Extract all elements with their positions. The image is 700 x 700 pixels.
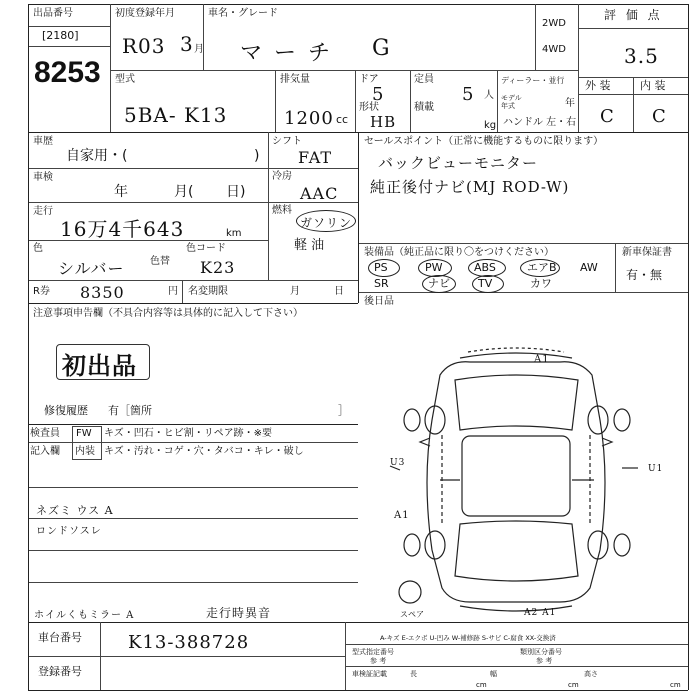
chassis-label: 車台番号 bbox=[38, 631, 82, 644]
lot-sub-number: [2180] bbox=[42, 29, 79, 42]
equip-aw: AW bbox=[580, 261, 598, 274]
color-label: 色 bbox=[33, 243, 43, 254]
lot-label: 出品番号 bbox=[33, 8, 73, 19]
inspection-label: 車検 bbox=[33, 172, 53, 183]
shape: HB bbox=[370, 113, 397, 131]
reg-era: R03 bbox=[122, 34, 166, 58]
repair-close: ］ bbox=[338, 404, 349, 417]
reg-month: 3 bbox=[180, 32, 194, 56]
capacity-label: 定員 bbox=[414, 74, 434, 85]
equipment-label: 装備品（純正品に限り〇をつけください） bbox=[364, 247, 554, 258]
reg-year-label: 初度登録年月 bbox=[115, 8, 175, 19]
equip-sr: SR bbox=[374, 277, 389, 290]
inspection-month: 月( bbox=[174, 184, 194, 200]
type-cert-ref: 参 考 bbox=[370, 657, 387, 665]
equip-leather: カワ bbox=[530, 277, 552, 290]
car-damage-diagram bbox=[360, 340, 685, 620]
diag-mark-u3: U3 bbox=[390, 458, 406, 468]
drive-4wd: 4WD bbox=[542, 44, 566, 55]
color-change-label: 色替 bbox=[150, 256, 170, 267]
shift-value: FAT bbox=[298, 148, 333, 167]
recycle-unit: 円 bbox=[168, 286, 178, 297]
color-value: シルバー bbox=[58, 259, 125, 278]
width-label: 幅 bbox=[490, 670, 497, 678]
equip-abs: ABS bbox=[474, 261, 496, 274]
equip-pw: PW bbox=[425, 261, 443, 274]
shift-label: シフト bbox=[272, 136, 302, 147]
diag-legend: A-キズ E-エクボ U-凹み W-補修跡 S-サビ C-腐食 XX-交換済 bbox=[380, 634, 556, 642]
inspector-interior-items: キズ・汚れ・コゲ・穴・タバコ・キレ・破し bbox=[104, 446, 304, 457]
inspector-fw-items: キズ・凹石・ヒビ割・リペア跡・※要 bbox=[104, 428, 272, 439]
handle-label: ハンドル 左・右 bbox=[503, 117, 577, 128]
sales-line-1: バックビューモニター bbox=[378, 154, 539, 172]
chassis-value: K13-388728 bbox=[128, 632, 250, 653]
model-code: 5BA- K13 bbox=[124, 103, 228, 127]
doors: 5 bbox=[372, 84, 385, 105]
load-unit: kg bbox=[484, 120, 497, 131]
exterior-grade: C bbox=[600, 106, 615, 127]
inspection-year: 年 bbox=[114, 184, 128, 200]
remark-3: ホイルくもミラー A bbox=[34, 610, 135, 621]
cm-unit-3: cm bbox=[670, 681, 681, 689]
diag-mark-a1-left: A1 bbox=[394, 510, 410, 521]
equip-airbag: エアB bbox=[527, 261, 557, 274]
remark-2: ロンドソスレ bbox=[36, 526, 102, 537]
ac-value: AAC bbox=[300, 184, 339, 203]
mileage-label: 走行 bbox=[33, 206, 53, 217]
displacement-label: 排気量 bbox=[280, 74, 310, 85]
inspector-label-2: 記入欄 bbox=[30, 446, 60, 457]
diag-mark-u1: U1 bbox=[648, 464, 664, 474]
remark-4: 走行時異音 bbox=[206, 606, 272, 620]
inspector-label-1: 検査員 bbox=[30, 428, 60, 439]
equip-ps: PS bbox=[374, 261, 388, 274]
cm-unit-1: cm bbox=[476, 681, 487, 689]
recycle-label: R券 bbox=[33, 286, 50, 297]
history-value: 自家用・( bbox=[66, 148, 128, 164]
length-label: 長 bbox=[410, 670, 417, 678]
sales-line-2: 純正後付ナビ(MJ ROD-W) bbox=[370, 178, 570, 196]
regno-label: 登録番号 bbox=[38, 665, 82, 678]
capacity-unit: 人 bbox=[484, 90, 494, 101]
exterior-label: 外 装 bbox=[585, 79, 611, 92]
inspector-fw: FW bbox=[76, 428, 92, 439]
class-label: 類別区分番号 bbox=[520, 648, 562, 656]
warranty-value: 有・無 bbox=[626, 268, 663, 282]
mileage-unit: km bbox=[226, 228, 242, 239]
car-label: 車名・グレード bbox=[208, 8, 278, 19]
fuel-gas: ガソリン bbox=[300, 216, 353, 230]
inspector-interior: 内装 bbox=[75, 446, 95, 457]
repair-value: 有［箇所 bbox=[108, 404, 152, 417]
car-name: マーチ bbox=[240, 41, 343, 66]
ac-label: 冷房 bbox=[272, 171, 292, 182]
warranty-label: 新車保証書 bbox=[622, 247, 672, 258]
fuel-gas-circle bbox=[296, 210, 356, 232]
remark-1: ネズミ ウス A bbox=[36, 504, 114, 517]
equip-tv: TV bbox=[478, 277, 493, 290]
interior-label: 内 装 bbox=[640, 79, 666, 92]
mileage-value: 16万4千643 bbox=[60, 217, 185, 241]
height-label: 高さ bbox=[584, 670, 598, 678]
score-label: 評 価 点 bbox=[604, 8, 663, 22]
capacity: 5 bbox=[462, 84, 475, 105]
inspection-day: 日) bbox=[226, 184, 246, 200]
history-close: ) bbox=[254, 148, 260, 164]
class-ref: 参 考 bbox=[536, 657, 553, 665]
diag-mark-front: A1 bbox=[534, 354, 550, 365]
color-code-value: K23 bbox=[200, 258, 236, 277]
diag-mark-rear: A2 A1 bbox=[524, 608, 557, 618]
reg-limit-label: 名変期限 bbox=[188, 286, 228, 297]
load-label: 積載 bbox=[414, 102, 434, 113]
drive-2wd: 2WD bbox=[542, 18, 566, 29]
first-listing-text: 初出品 bbox=[62, 351, 137, 380]
equip-navi: ナビ bbox=[428, 277, 450, 290]
type-cert-label: 型式指定番号 bbox=[352, 648, 394, 656]
model-label: 型式 bbox=[115, 74, 135, 85]
after-items-label: 後日品 bbox=[364, 296, 394, 307]
cm-unit-2: cm bbox=[568, 681, 579, 689]
score: 3.5 bbox=[624, 44, 659, 68]
displacement-unit: cc bbox=[336, 113, 349, 126]
diag-spare-label: スペア bbox=[400, 610, 424, 619]
reg-limit-month: 月 bbox=[290, 286, 300, 297]
displacement: 1200 bbox=[284, 108, 334, 129]
model-year-label: モデル年式 bbox=[501, 94, 522, 110]
notes-label: 注意事項申告欄（不具合内容等は具体的に記入して下さい） bbox=[33, 308, 303, 319]
repair-label: 修復履歴 bbox=[44, 404, 88, 417]
sales-label: セールスポイント（正常に機能するものに限ります） bbox=[364, 136, 604, 147]
fuel-diesel: 軽 油 bbox=[294, 238, 325, 253]
cert-label: 車検証記載 bbox=[352, 670, 387, 678]
color-code-label: 色コード bbox=[186, 243, 226, 254]
interior-grade: C bbox=[652, 106, 667, 127]
grade: G bbox=[372, 36, 391, 61]
reg-limit-day: 日 bbox=[334, 286, 344, 297]
lot-number: 8253 bbox=[34, 56, 101, 89]
fuel-label: 燃料 bbox=[272, 205, 292, 216]
history-label: 車歴 bbox=[33, 136, 53, 147]
reg-month-unit: 月 bbox=[194, 44, 204, 55]
shape-label: 形状 bbox=[359, 102, 379, 113]
model-year-unit: 年 bbox=[565, 98, 575, 109]
dealer-label: ディーラー・並行 bbox=[501, 76, 565, 85]
recycle-value: 8350 bbox=[80, 283, 125, 302]
doors-label: ドア bbox=[359, 74, 379, 85]
